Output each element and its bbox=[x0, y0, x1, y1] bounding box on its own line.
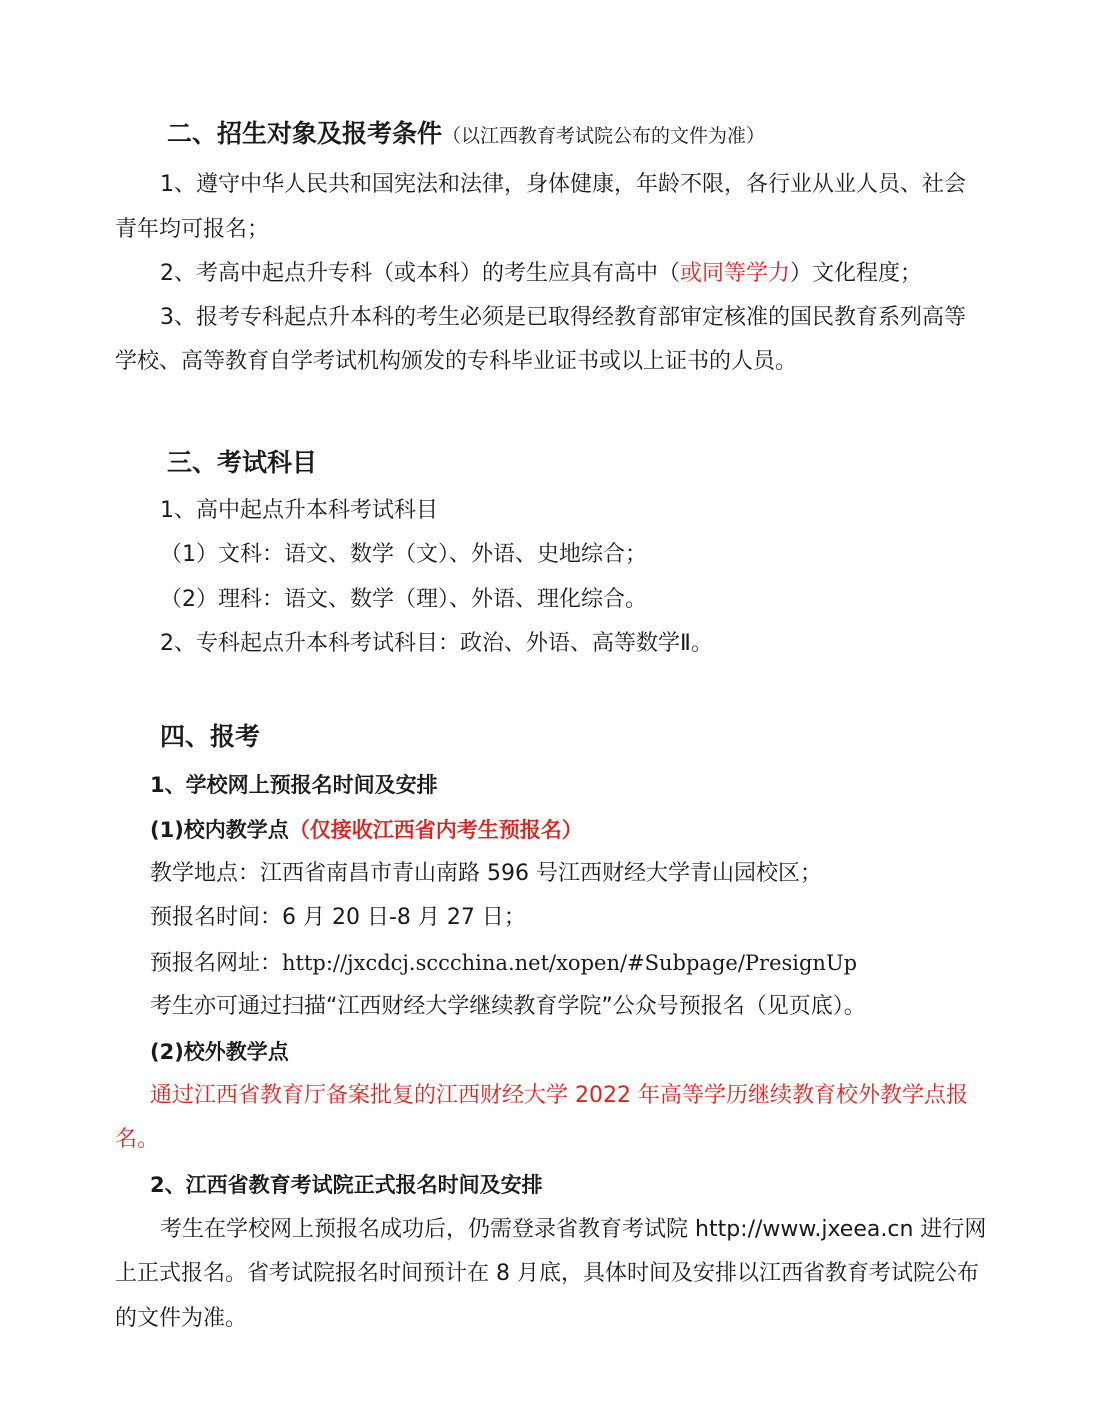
section2-heading: 二、招生对象及报考条件 bbox=[167, 119, 443, 148]
section2-heading-row bbox=[167, 117, 765, 153]
section2-item1-line1: 1、遵守中华人民共和国宪法和法律，身体健康，年龄不限，各行业从业人员、社会 bbox=[160, 172, 966, 197]
section4-sub2-line2: 上正式报名。省考试院报名时间预计在 8 月底，具体时间及安排以江西省教育考试院公布 bbox=[115, 1261, 979, 1286]
section4-heading: 四、报考 bbox=[160, 722, 261, 751]
section4-wechat: 考生亦可通过扫描“江西财经大学继续教育学院”公众号预报名（见页底）。 bbox=[150, 994, 866, 1019]
section2-item2-post: ）文化程度； bbox=[790, 261, 923, 286]
section2-item2 bbox=[160, 259, 922, 289]
section4-sub1a-heading-red: （仅接收江西省内考生预报名） bbox=[288, 818, 583, 842]
section4-url-row bbox=[150, 948, 857, 979]
section4-sub1b-line2: 名。 bbox=[115, 1127, 160, 1152]
section4-location: 教学地点：江西省南昌市青山南路 596 号江西财经大学青山园校区； bbox=[150, 861, 822, 886]
section4-sub1-heading: 1、学校网上预报名时间及安排 bbox=[150, 773, 438, 797]
section4-sub2-line1: 考生在学校网上预报名成功后，仍需登录省教育考试院 http://www.jxeea.cn 进行网 bbox=[160, 1217, 987, 1242]
presign-url-link[interactable]: http://jxcdcj.sccchina.net/xopen/#Subpage/PresignUp bbox=[282, 951, 858, 975]
section4-sub2-line3: 的文件为准。 bbox=[115, 1306, 248, 1331]
section4-sub1b-heading: (2)校外教学点 bbox=[150, 1040, 289, 1064]
section4-sub1a-heading-row bbox=[150, 815, 583, 845]
section4-sub1a-heading: (1)校内教学点 bbox=[150, 818, 289, 842]
section3-item1: 1、高中起点升本科考试科目 bbox=[160, 498, 438, 523]
section2-item1-line2: 青年均可报名； bbox=[115, 217, 270, 242]
section3-item1b: （2）理科：语文、数学（理）、外语、理化综合。 bbox=[160, 587, 647, 612]
section3-item2: 2、专科起点升本科考试科目：政治、外语、高等数学Ⅱ。 bbox=[160, 631, 713, 656]
section2-item2-pre: 2、考高中起点升专科（或本科）的考生应具有高中（ bbox=[160, 261, 680, 286]
section4-time: 预报名时间：6 月 20 日-8 月 27 日； bbox=[150, 905, 526, 930]
section2-item3-line1: 3、报考专科起点升本科的考生必须是已取得经教育部审定核准的国民教育系列高等 bbox=[160, 305, 966, 330]
section4-url-label: 预报名网址： bbox=[150, 951, 283, 976]
section2-item3-line2: 学校、高等教育自学考试机构颁发的专科毕业证书或以上证书的人员。 bbox=[115, 349, 798, 374]
section2-item2-red: 或同等学力 bbox=[680, 261, 791, 286]
section2-heading-note: （以江西教育考试院公布的文件为准） bbox=[442, 125, 766, 147]
section4-sub1b-line1: 通过江西省教育厅备案批复的江西财经大学 2022 年高等学历继续教育校外教学点报 bbox=[150, 1083, 968, 1108]
section4-sub2-heading: 2、江西省教育考试院正式报名时间及安排 bbox=[150, 1173, 543, 1197]
section3-heading: 三、考试科目 bbox=[167, 448, 318, 477]
section3-item1a: （1）文科：语文、数学（文）、外语、史地综合； bbox=[160, 542, 647, 567]
